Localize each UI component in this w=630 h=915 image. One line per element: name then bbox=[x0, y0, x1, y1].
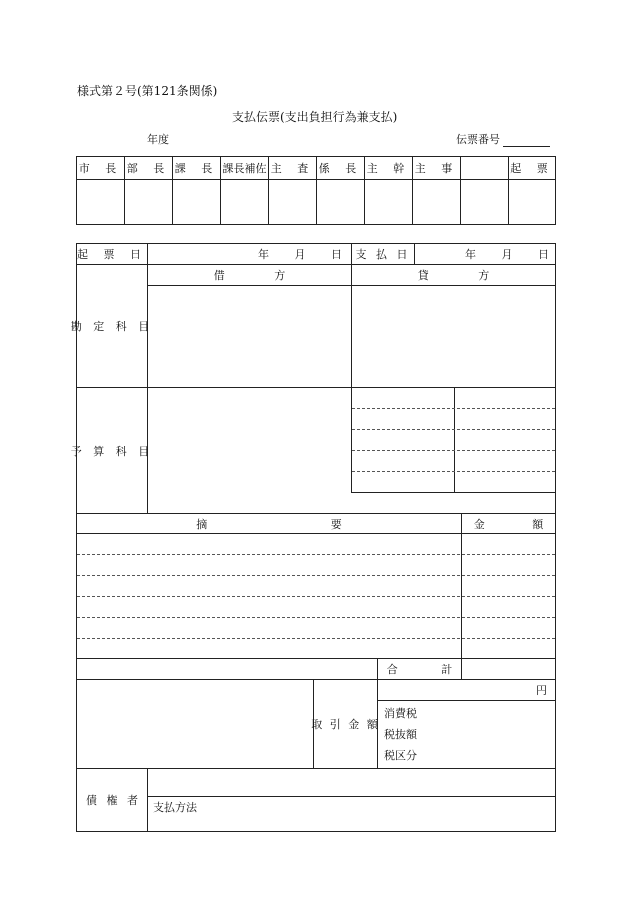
approval-header-unit-chief: 係 長 bbox=[318, 162, 363, 175]
page-title: 支払伝票(支出負担行為兼支払) bbox=[232, 110, 398, 124]
credit-account-field[interactable] bbox=[352, 286, 555, 387]
payment-method-field[interactable] bbox=[148, 797, 555, 831]
approval-seal-box[interactable] bbox=[317, 180, 364, 224]
approval-header-chief-inspector: 主 査 bbox=[270, 162, 315, 175]
budget-subject-label: 予 算 科 目 bbox=[70, 444, 154, 458]
payment-method-label: 支払方法 bbox=[153, 801, 197, 814]
approval-seal-box[interactable] bbox=[77, 180, 124, 224]
approval-seal-box[interactable] bbox=[509, 180, 555, 224]
summary-header: 摘 要 bbox=[196, 517, 342, 531]
approval-seal-box[interactable] bbox=[413, 180, 460, 224]
creditor-label: 債 権 者 bbox=[86, 794, 138, 807]
approval-header-mayor: 市 長 bbox=[78, 162, 123, 175]
approval-seal-box[interactable] bbox=[221, 180, 268, 224]
amount-lines-field[interactable] bbox=[462, 534, 555, 658]
approval-header-blank bbox=[461, 157, 508, 179]
summary-lines-field[interactable] bbox=[77, 534, 461, 658]
consumption-tax-label: 消費税 bbox=[384, 707, 417, 720]
approval-header-section-chief: 課 長 bbox=[174, 162, 219, 175]
yen-unit: 円 bbox=[536, 684, 547, 697]
tax-category-label: 税区分 bbox=[384, 749, 417, 762]
transaction-amount-label: 取 引 金 額 bbox=[311, 718, 380, 731]
approval-seal-box[interactable] bbox=[125, 180, 172, 224]
approval-header-staff: 主 事 bbox=[414, 162, 459, 175]
issue-date-label: 起 票 日 bbox=[77, 248, 147, 261]
tax-excluded-label: 税抜額 bbox=[384, 728, 417, 741]
approval-header-senior-staff: 主 幹 bbox=[366, 162, 411, 175]
transaction-amount-field[interactable] bbox=[378, 680, 555, 700]
approval-seal-box[interactable] bbox=[269, 180, 316, 224]
approval-header-assistant-chief: 課長補佐 bbox=[222, 162, 267, 175]
payment-date-value: 年 月 日 bbox=[465, 248, 549, 261]
slip-number-input-line[interactable] bbox=[503, 146, 550, 147]
approval-header-drafter: 起 票 bbox=[510, 162, 554, 175]
account-subject-label: 勘 定 科 目 bbox=[70, 320, 154, 333]
creditor-name-field[interactable] bbox=[148, 769, 555, 796]
credit-header: 貸 方 bbox=[417, 269, 490, 282]
issue-date-value: 年 月 日 bbox=[258, 248, 342, 261]
debit-header: 借 方 bbox=[213, 269, 286, 282]
approval-seal-box[interactable] bbox=[173, 180, 220, 224]
notes-field[interactable] bbox=[77, 680, 313, 768]
approval-header-director: 部 長 bbox=[126, 162, 171, 175]
total-label: 合 計 bbox=[386, 663, 453, 676]
approval-seal-box[interactable] bbox=[365, 180, 412, 224]
debit-account-field[interactable] bbox=[148, 286, 351, 387]
fiscal-year-label: 年度 bbox=[147, 133, 169, 146]
total-amount-field[interactable] bbox=[462, 659, 555, 679]
payment-date-label: 支 払 日 bbox=[355, 248, 411, 261]
slip-number-label: 伝票番号 bbox=[456, 133, 500, 146]
approval-seal-box[interactable] bbox=[461, 180, 508, 224]
issue-date-field[interactable] bbox=[148, 244, 351, 264]
payment-date-field[interactable] bbox=[415, 244, 555, 264]
budget-subject-field[interactable] bbox=[148, 388, 351, 513]
amount-header: 金 額 bbox=[473, 517, 544, 531]
form-number: 様式第２号(第121条関係) bbox=[77, 84, 218, 98]
